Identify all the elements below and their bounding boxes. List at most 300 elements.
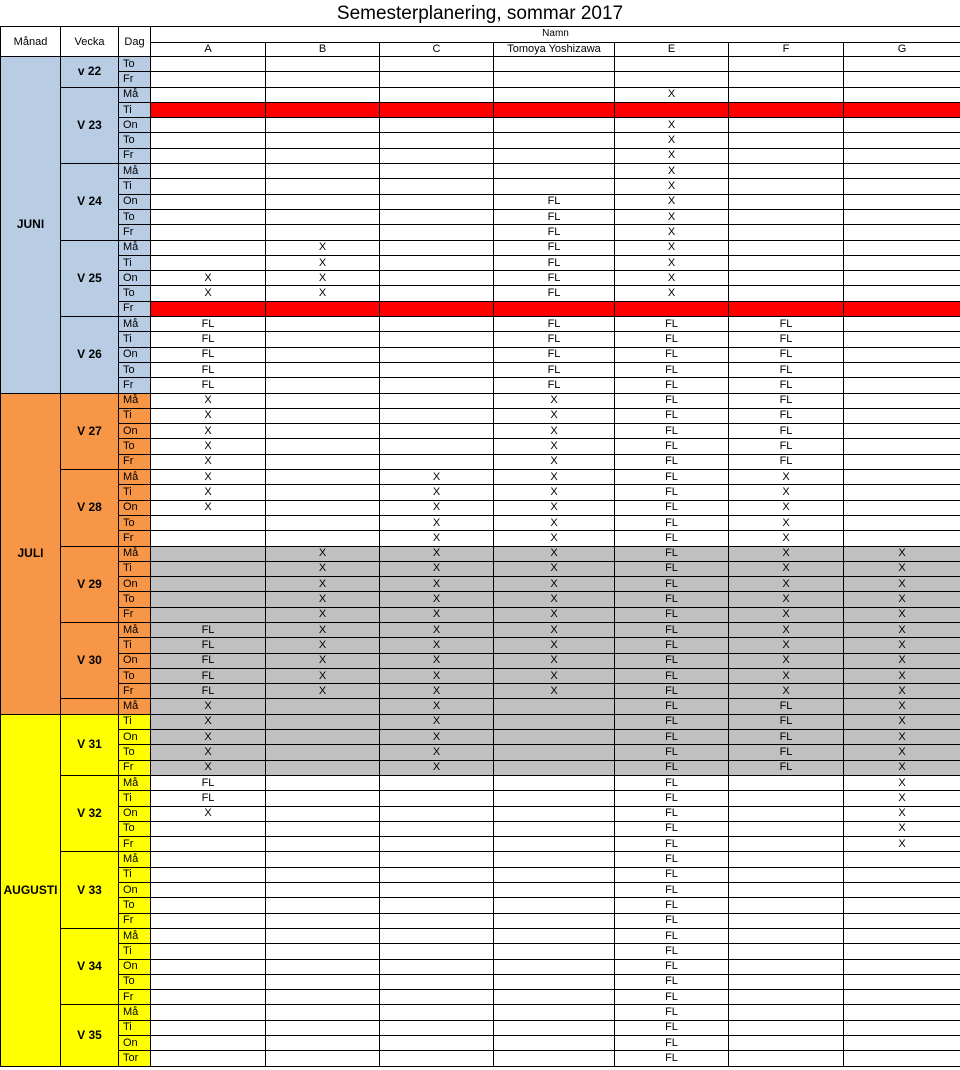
schedule-cell[interactable] xyxy=(729,133,844,148)
schedule-cell[interactable] xyxy=(380,164,494,179)
schedule-cell[interactable]: FL xyxy=(615,974,729,989)
schedule-cell[interactable] xyxy=(729,209,844,224)
schedule-cell[interactable]: X xyxy=(380,668,494,683)
schedule-cell[interactable]: FL xyxy=(615,653,729,668)
schedule-cell[interactable] xyxy=(729,944,844,959)
schedule-cell[interactable] xyxy=(729,118,844,133)
schedule-cell[interactable] xyxy=(729,1005,844,1020)
schedule-cell[interactable] xyxy=(494,730,615,745)
schedule-cell[interactable] xyxy=(266,699,380,714)
schedule-cell[interactable] xyxy=(151,577,266,592)
schedule-cell[interactable]: FL xyxy=(615,546,729,561)
schedule-cell[interactable] xyxy=(151,928,266,943)
schedule-cell[interactable]: X xyxy=(494,638,615,653)
schedule-cell[interactable] xyxy=(844,944,960,959)
schedule-cell[interactable] xyxy=(494,898,615,913)
schedule-cell[interactable]: FL xyxy=(729,317,844,332)
schedule-cell[interactable]: FL xyxy=(615,959,729,974)
schedule-cell[interactable]: X xyxy=(844,775,960,790)
schedule-cell[interactable] xyxy=(844,286,960,301)
schedule-cell[interactable]: FL xyxy=(615,867,729,882)
schedule-cell[interactable] xyxy=(151,898,266,913)
schedule-cell[interactable]: FL xyxy=(729,730,844,745)
schedule-cell[interactable] xyxy=(151,821,266,836)
schedule-cell[interactable]: X xyxy=(151,485,266,500)
schedule-cell[interactable] xyxy=(151,255,266,270)
schedule-cell[interactable]: FL xyxy=(615,990,729,1005)
schedule-cell[interactable]: FL xyxy=(729,699,844,714)
schedule-cell[interactable]: FL xyxy=(615,622,729,637)
schedule-cell[interactable]: FL xyxy=(615,378,729,393)
schedule-cell[interactable] xyxy=(266,714,380,729)
schedule-cell[interactable]: FL xyxy=(615,454,729,469)
schedule-cell[interactable] xyxy=(844,378,960,393)
schedule-cell[interactable] xyxy=(151,607,266,622)
schedule-cell[interactable]: FL xyxy=(615,1020,729,1035)
schedule-cell[interactable] xyxy=(380,974,494,989)
schedule-cell[interactable] xyxy=(844,362,960,377)
schedule-cell[interactable] xyxy=(151,164,266,179)
schedule-cell[interactable]: FL xyxy=(729,378,844,393)
schedule-cell[interactable] xyxy=(729,255,844,270)
schedule-cell[interactable]: X xyxy=(380,622,494,637)
schedule-cell[interactable] xyxy=(151,1005,266,1020)
schedule-cell[interactable]: FL xyxy=(615,577,729,592)
schedule-cell[interactable] xyxy=(615,72,729,87)
schedule-cell[interactable] xyxy=(380,194,494,209)
schedule-cell[interactable] xyxy=(151,592,266,607)
schedule-cell[interactable]: FL xyxy=(615,393,729,408)
schedule-cell[interactable] xyxy=(844,1005,960,1020)
schedule-cell[interactable] xyxy=(266,133,380,148)
schedule-cell[interactable] xyxy=(844,240,960,255)
schedule-cell[interactable] xyxy=(266,317,380,332)
schedule-cell[interactable]: X xyxy=(729,515,844,530)
schedule-cell[interactable]: FL xyxy=(615,668,729,683)
schedule-cell[interactable] xyxy=(266,990,380,1005)
schedule-cell[interactable] xyxy=(380,821,494,836)
schedule-cell[interactable]: FL xyxy=(615,852,729,867)
schedule-cell[interactable]: FL xyxy=(494,378,615,393)
schedule-cell[interactable] xyxy=(844,301,960,316)
schedule-cell[interactable]: FL xyxy=(615,592,729,607)
schedule-cell[interactable] xyxy=(729,990,844,1005)
schedule-cell[interactable] xyxy=(729,775,844,790)
schedule-cell[interactable] xyxy=(380,990,494,1005)
schedule-cell[interactable] xyxy=(494,913,615,928)
schedule-cell[interactable] xyxy=(844,913,960,928)
schedule-cell[interactable]: X xyxy=(380,684,494,699)
schedule-cell[interactable] xyxy=(151,118,266,133)
schedule-cell[interactable] xyxy=(729,164,844,179)
schedule-cell[interactable]: FL xyxy=(494,240,615,255)
schedule-cell[interactable]: FL xyxy=(615,913,729,928)
schedule-cell[interactable] xyxy=(266,500,380,515)
schedule-cell[interactable] xyxy=(729,1051,844,1066)
schedule-cell[interactable]: X xyxy=(380,745,494,760)
schedule-cell[interactable]: FL xyxy=(615,821,729,836)
schedule-cell[interactable] xyxy=(729,240,844,255)
schedule-cell[interactable] xyxy=(729,1036,844,1051)
schedule-cell[interactable] xyxy=(494,72,615,87)
schedule-cell[interactable]: X xyxy=(266,240,380,255)
schedule-cell[interactable]: X xyxy=(494,622,615,637)
schedule-cell[interactable] xyxy=(266,944,380,959)
schedule-cell[interactable] xyxy=(494,760,615,775)
schedule-cell[interactable] xyxy=(494,133,615,148)
schedule-cell[interactable] xyxy=(844,57,960,72)
schedule-cell[interactable] xyxy=(844,531,960,546)
schedule-cell[interactable] xyxy=(151,225,266,240)
schedule-cell[interactable] xyxy=(380,301,494,316)
schedule-cell[interactable]: X xyxy=(844,806,960,821)
schedule-cell[interactable] xyxy=(844,883,960,898)
schedule-cell[interactable]: FL xyxy=(729,393,844,408)
schedule-cell[interactable] xyxy=(266,454,380,469)
schedule-cell[interactable] xyxy=(494,164,615,179)
schedule-cell[interactable] xyxy=(844,408,960,423)
schedule-cell[interactable] xyxy=(380,454,494,469)
schedule-cell[interactable]: X xyxy=(729,607,844,622)
schedule-cell[interactable]: X xyxy=(380,577,494,592)
schedule-cell[interactable] xyxy=(266,883,380,898)
schedule-cell[interactable]: X xyxy=(380,730,494,745)
schedule-cell[interactable] xyxy=(844,1051,960,1066)
schedule-cell[interactable]: FL xyxy=(151,653,266,668)
schedule-cell[interactable] xyxy=(151,148,266,163)
schedule-cell[interactable] xyxy=(266,362,380,377)
schedule-cell[interactable] xyxy=(844,271,960,286)
schedule-cell[interactable]: X xyxy=(380,500,494,515)
schedule-cell[interactable] xyxy=(844,393,960,408)
schedule-cell[interactable]: FL xyxy=(494,225,615,240)
schedule-cell[interactable] xyxy=(844,118,960,133)
schedule-cell[interactable] xyxy=(729,102,844,117)
schedule-cell[interactable] xyxy=(380,378,494,393)
schedule-cell[interactable]: X xyxy=(151,714,266,729)
schedule-cell[interactable] xyxy=(729,883,844,898)
schedule-cell[interactable]: X xyxy=(615,133,729,148)
schedule-cell[interactable]: FL xyxy=(151,622,266,637)
schedule-cell[interactable] xyxy=(266,974,380,989)
schedule-cell[interactable] xyxy=(494,852,615,867)
schedule-cell[interactable]: X xyxy=(151,699,266,714)
schedule-cell[interactable]: X xyxy=(844,837,960,852)
schedule-cell[interactable]: X xyxy=(380,470,494,485)
schedule-cell[interactable]: X xyxy=(151,745,266,760)
schedule-cell[interactable]: X xyxy=(266,668,380,683)
schedule-cell[interactable] xyxy=(266,531,380,546)
schedule-cell[interactable] xyxy=(729,821,844,836)
schedule-cell[interactable] xyxy=(844,225,960,240)
schedule-cell[interactable]: FL xyxy=(615,775,729,790)
schedule-cell[interactable] xyxy=(729,271,844,286)
schedule-cell[interactable]: X xyxy=(729,531,844,546)
schedule-cell[interactable]: X xyxy=(380,531,494,546)
schedule-cell[interactable] xyxy=(380,347,494,362)
schedule-cell[interactable]: X xyxy=(844,622,960,637)
schedule-cell[interactable]: X xyxy=(380,561,494,576)
schedule-cell[interactable]: X xyxy=(494,454,615,469)
schedule-cell[interactable]: X xyxy=(266,684,380,699)
schedule-cell[interactable] xyxy=(151,240,266,255)
schedule-cell[interactable]: FL xyxy=(615,1005,729,1020)
schedule-cell[interactable]: FL xyxy=(151,347,266,362)
schedule-cell[interactable] xyxy=(266,378,380,393)
schedule-cell[interactable] xyxy=(151,837,266,852)
schedule-cell[interactable]: FL xyxy=(729,408,844,423)
schedule-cell[interactable]: X xyxy=(615,225,729,240)
schedule-cell[interactable] xyxy=(380,775,494,790)
schedule-cell[interactable] xyxy=(266,1005,380,1020)
schedule-cell[interactable]: X xyxy=(729,470,844,485)
schedule-cell[interactable] xyxy=(266,928,380,943)
schedule-cell[interactable]: X xyxy=(844,577,960,592)
schedule-cell[interactable] xyxy=(266,837,380,852)
schedule-cell[interactable]: X xyxy=(151,454,266,469)
schedule-cell[interactable] xyxy=(844,1036,960,1051)
schedule-cell[interactable]: X xyxy=(844,730,960,745)
schedule-cell[interactable]: X xyxy=(615,209,729,224)
schedule-cell[interactable] xyxy=(266,347,380,362)
schedule-cell[interactable] xyxy=(151,974,266,989)
schedule-cell[interactable]: FL xyxy=(615,531,729,546)
schedule-cell[interactable] xyxy=(266,913,380,928)
schedule-cell[interactable] xyxy=(494,867,615,882)
schedule-cell[interactable]: X xyxy=(729,668,844,683)
schedule-cell[interactable] xyxy=(380,133,494,148)
schedule-cell[interactable] xyxy=(729,791,844,806)
schedule-cell[interactable] xyxy=(151,515,266,530)
schedule-cell[interactable]: X xyxy=(844,760,960,775)
schedule-cell[interactable] xyxy=(151,944,266,959)
schedule-cell[interactable]: X xyxy=(844,699,960,714)
schedule-cell[interactable]: X xyxy=(151,408,266,423)
schedule-cell[interactable]: X xyxy=(729,684,844,699)
schedule-cell[interactable] xyxy=(266,87,380,102)
schedule-cell[interactable] xyxy=(844,133,960,148)
schedule-cell[interactable] xyxy=(266,332,380,347)
schedule-cell[interactable]: X xyxy=(729,653,844,668)
schedule-cell[interactable]: FL xyxy=(615,317,729,332)
schedule-cell[interactable] xyxy=(844,898,960,913)
schedule-cell[interactable] xyxy=(729,898,844,913)
schedule-cell[interactable] xyxy=(844,439,960,454)
schedule-cell[interactable]: X xyxy=(729,638,844,653)
schedule-cell[interactable] xyxy=(494,974,615,989)
schedule-cell[interactable]: X xyxy=(844,791,960,806)
schedule-cell[interactable]: FL xyxy=(494,255,615,270)
schedule-cell[interactable]: FL xyxy=(615,837,729,852)
schedule-cell[interactable]: X xyxy=(266,592,380,607)
schedule-cell[interactable] xyxy=(266,515,380,530)
schedule-cell[interactable] xyxy=(266,408,380,423)
schedule-cell[interactable]: X xyxy=(494,470,615,485)
schedule-cell[interactable] xyxy=(494,775,615,790)
schedule-cell[interactable]: FL xyxy=(494,362,615,377)
schedule-cell[interactable]: X xyxy=(494,439,615,454)
schedule-cell[interactable] xyxy=(380,332,494,347)
schedule-cell[interactable]: X xyxy=(844,592,960,607)
schedule-cell[interactable] xyxy=(151,913,266,928)
schedule-cell[interactable]: X xyxy=(266,271,380,286)
schedule-cell[interactable] xyxy=(151,1020,266,1035)
schedule-cell[interactable] xyxy=(266,164,380,179)
schedule-cell[interactable] xyxy=(729,913,844,928)
schedule-cell[interactable]: FL xyxy=(151,317,266,332)
schedule-cell[interactable] xyxy=(266,439,380,454)
schedule-cell[interactable] xyxy=(729,867,844,882)
schedule-cell[interactable]: X xyxy=(844,561,960,576)
schedule-cell[interactable] xyxy=(380,102,494,117)
schedule-cell[interactable]: FL xyxy=(615,730,729,745)
schedule-cell[interactable]: FL xyxy=(615,424,729,439)
schedule-cell[interactable] xyxy=(266,1036,380,1051)
schedule-cell[interactable]: X xyxy=(380,638,494,653)
schedule-cell[interactable] xyxy=(151,301,266,316)
schedule-cell[interactable] xyxy=(844,164,960,179)
schedule-cell[interactable] xyxy=(380,913,494,928)
schedule-cell[interactable] xyxy=(266,730,380,745)
schedule-cell[interactable] xyxy=(266,118,380,133)
schedule-cell[interactable] xyxy=(266,821,380,836)
schedule-cell[interactable]: FL xyxy=(151,668,266,683)
schedule-cell[interactable] xyxy=(844,867,960,882)
schedule-cell[interactable] xyxy=(266,867,380,882)
schedule-cell[interactable]: FL xyxy=(615,944,729,959)
schedule-cell[interactable] xyxy=(380,362,494,377)
schedule-cell[interactable]: FL xyxy=(615,928,729,943)
schedule-cell[interactable] xyxy=(266,806,380,821)
schedule-cell[interactable] xyxy=(380,806,494,821)
schedule-cell[interactable] xyxy=(151,1051,266,1066)
schedule-cell[interactable] xyxy=(844,990,960,1005)
schedule-cell[interactable] xyxy=(844,852,960,867)
schedule-cell[interactable] xyxy=(494,87,615,102)
schedule-cell[interactable]: FL xyxy=(615,699,729,714)
schedule-cell[interactable]: FL xyxy=(151,362,266,377)
schedule-cell[interactable]: X xyxy=(729,485,844,500)
schedule-cell[interactable] xyxy=(494,1051,615,1066)
schedule-cell[interactable]: X xyxy=(151,393,266,408)
schedule-cell[interactable]: X xyxy=(380,653,494,668)
schedule-cell[interactable] xyxy=(151,531,266,546)
schedule-cell[interactable] xyxy=(380,393,494,408)
schedule-cell[interactable]: X xyxy=(494,408,615,423)
schedule-cell[interactable]: FL xyxy=(615,439,729,454)
schedule-cell[interactable]: FL xyxy=(729,439,844,454)
schedule-cell[interactable] xyxy=(380,271,494,286)
schedule-cell[interactable] xyxy=(151,133,266,148)
schedule-cell[interactable]: X xyxy=(844,714,960,729)
schedule-cell[interactable]: X xyxy=(266,286,380,301)
schedule-cell[interactable] xyxy=(266,301,380,316)
schedule-cell[interactable]: FL xyxy=(615,745,729,760)
schedule-cell[interactable] xyxy=(266,72,380,87)
schedule-cell[interactable] xyxy=(729,974,844,989)
schedule-cell[interactable]: X xyxy=(494,592,615,607)
schedule-cell[interactable]: X xyxy=(729,500,844,515)
schedule-cell[interactable] xyxy=(729,179,844,194)
schedule-cell[interactable] xyxy=(844,959,960,974)
schedule-cell[interactable] xyxy=(729,806,844,821)
schedule-cell[interactable]: X xyxy=(844,821,960,836)
schedule-cell[interactable] xyxy=(729,57,844,72)
schedule-cell[interactable] xyxy=(844,317,960,332)
schedule-cell[interactable] xyxy=(615,301,729,316)
schedule-cell[interactable]: X xyxy=(494,546,615,561)
schedule-cell[interactable] xyxy=(844,928,960,943)
schedule-cell[interactable]: FL xyxy=(615,470,729,485)
schedule-cell[interactable]: FL xyxy=(615,1036,729,1051)
schedule-cell[interactable] xyxy=(380,944,494,959)
schedule-cell[interactable] xyxy=(494,102,615,117)
schedule-cell[interactable]: FL xyxy=(494,209,615,224)
schedule-cell[interactable]: FL xyxy=(615,500,729,515)
schedule-cell[interactable]: X xyxy=(729,577,844,592)
schedule-cell[interactable] xyxy=(266,225,380,240)
schedule-cell[interactable]: X xyxy=(151,806,266,821)
schedule-cell[interactable] xyxy=(844,179,960,194)
schedule-cell[interactable] xyxy=(494,57,615,72)
schedule-cell[interactable] xyxy=(151,959,266,974)
schedule-cell[interactable] xyxy=(844,485,960,500)
schedule-cell[interactable]: X xyxy=(380,592,494,607)
schedule-cell[interactable] xyxy=(494,959,615,974)
schedule-cell[interactable] xyxy=(494,821,615,836)
schedule-cell[interactable]: X xyxy=(380,760,494,775)
schedule-cell[interactable] xyxy=(266,745,380,760)
schedule-cell[interactable] xyxy=(494,148,615,163)
schedule-cell[interactable] xyxy=(151,561,266,576)
schedule-cell[interactable] xyxy=(380,57,494,72)
schedule-cell[interactable]: FL xyxy=(494,286,615,301)
schedule-cell[interactable] xyxy=(380,928,494,943)
schedule-cell[interactable]: FL xyxy=(151,775,266,790)
schedule-cell[interactable] xyxy=(844,470,960,485)
schedule-cell[interactable] xyxy=(151,867,266,882)
schedule-cell[interactable]: X xyxy=(844,653,960,668)
schedule-cell[interactable]: FL xyxy=(615,362,729,377)
schedule-cell[interactable]: FL xyxy=(615,806,729,821)
schedule-cell[interactable] xyxy=(380,867,494,882)
schedule-cell[interactable] xyxy=(729,72,844,87)
schedule-cell[interactable] xyxy=(494,179,615,194)
schedule-cell[interactable]: X xyxy=(494,485,615,500)
schedule-cell[interactable]: FL xyxy=(729,332,844,347)
schedule-cell[interactable] xyxy=(151,57,266,72)
schedule-cell[interactable]: FL xyxy=(729,347,844,362)
schedule-cell[interactable] xyxy=(380,791,494,806)
schedule-cell[interactable]: X xyxy=(615,87,729,102)
schedule-cell[interactable] xyxy=(266,791,380,806)
schedule-cell[interactable] xyxy=(729,286,844,301)
schedule-cell[interactable]: X xyxy=(151,439,266,454)
schedule-cell[interactable] xyxy=(844,102,960,117)
schedule-cell[interactable]: X xyxy=(844,607,960,622)
schedule-cell[interactable] xyxy=(844,974,960,989)
schedule-cell[interactable]: X xyxy=(151,760,266,775)
schedule-cell[interactable]: X xyxy=(380,546,494,561)
schedule-cell[interactable]: X xyxy=(380,485,494,500)
schedule-cell[interactable] xyxy=(380,852,494,867)
schedule-cell[interactable] xyxy=(615,57,729,72)
schedule-cell[interactable]: X xyxy=(494,500,615,515)
schedule-cell[interactable] xyxy=(380,883,494,898)
schedule-cell[interactable] xyxy=(494,301,615,316)
schedule-cell[interactable]: FL xyxy=(494,332,615,347)
schedule-cell[interactable]: FL xyxy=(615,898,729,913)
